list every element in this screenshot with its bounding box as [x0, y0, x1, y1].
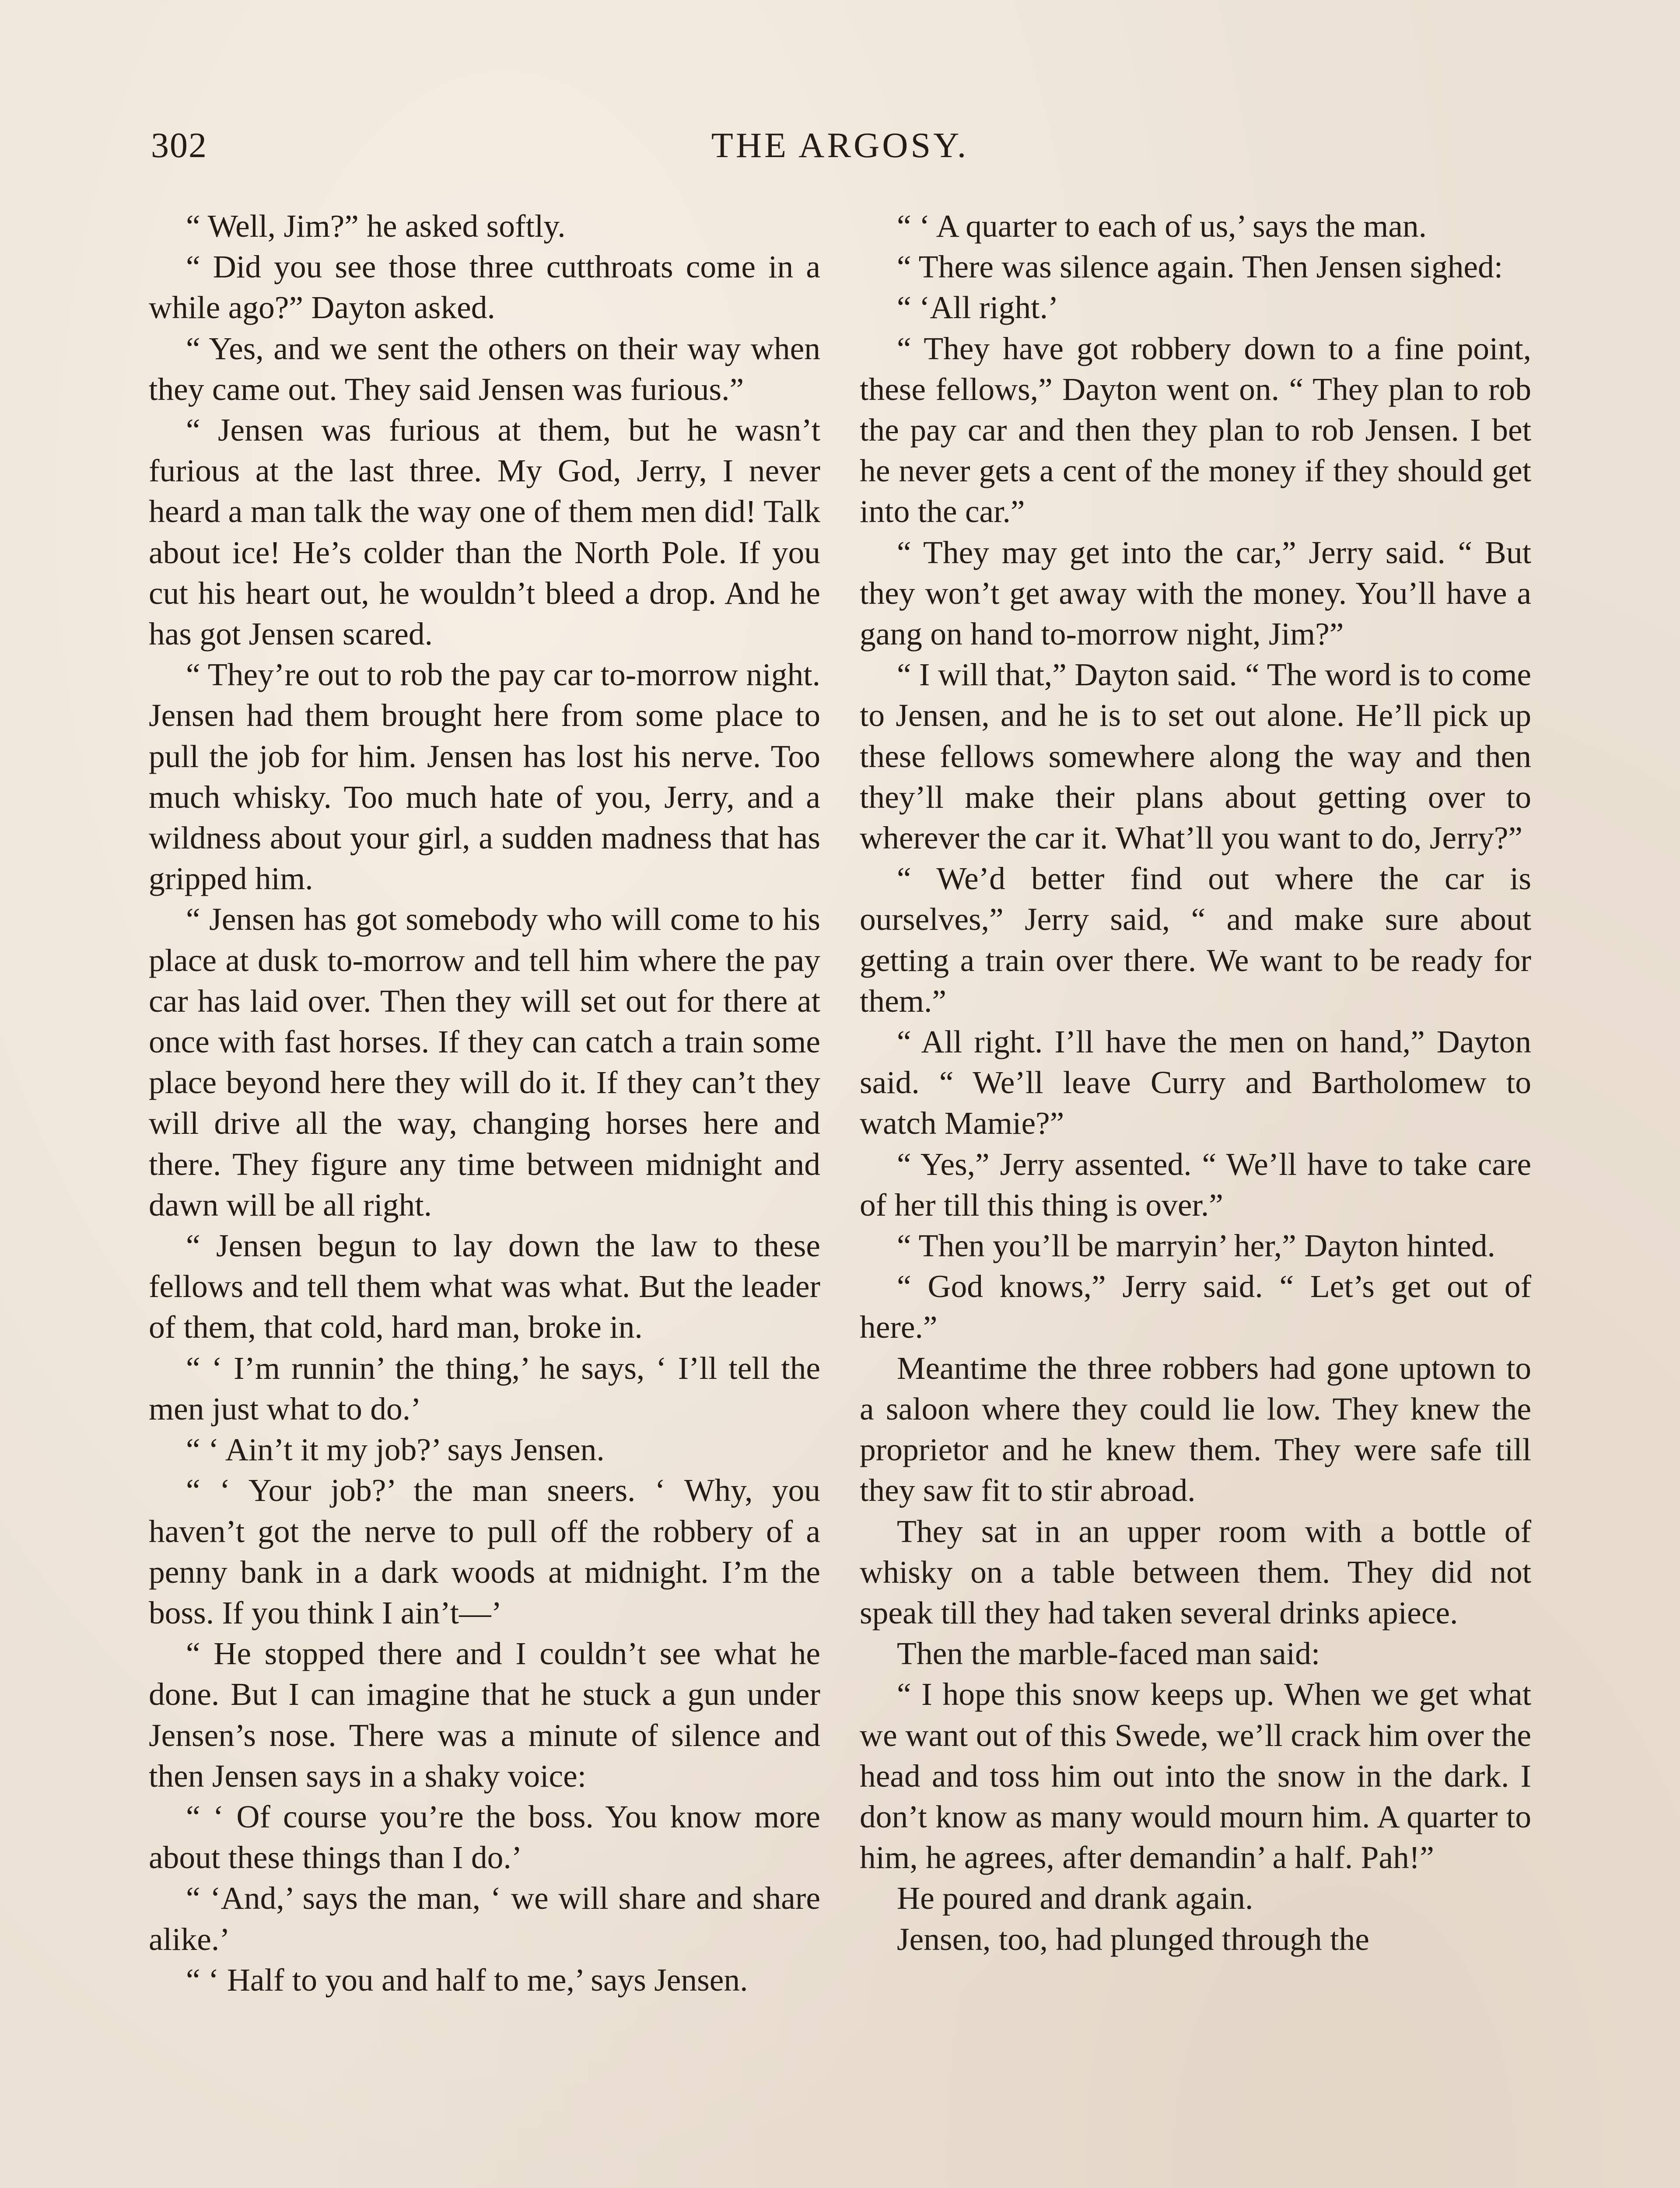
paragraph: “ All right. I’ll have the men on hand,” Dayton said. “ We’ll leave Curry and Bartholomew to watch Mamie?”	[860, 1024, 1531, 1141]
paragraph: “ ‘All right.’	[897, 290, 1059, 326]
paragraph: “ Did you see those three cutthroats come in a while ago?” Dayton asked.	[149, 249, 820, 326]
paragraph: Jensen, too, had plunged through the	[897, 1921, 1369, 1957]
paragraph: “ Yes,” Jerry assented. “ We’ll have to take care of her till this thing is over.”	[860, 1146, 1531, 1223]
paragraph: “ ‘ Half to you and half to me,’ says Jensen.	[186, 1962, 748, 1998]
page-header	[151, 125, 1529, 177]
paragraph: “ Jensen has got somebody who will come to his place at dusk to-morrow and tell him where the pay car has laid over. Then they will set out for there at once with fast horses. If they can catch a train some place beyond here they will do it. If they can’t they will drive all the way, changing horses here and there. They figure any time between midnight and dawn will be all right.	[149, 901, 820, 1223]
paragraph: “ There was silence again. Then Jensen sighed:	[897, 249, 1503, 285]
running-title: THE ARGOSY.	[711, 125, 969, 165]
paragraph: “ He stopped there and I couldn’t see what he done. But I can imagine that he stuck a gun under Jensen’s nose. There was a minute of silence and then Jensen says in a shaky voice:	[149, 1636, 820, 1794]
paragraph: Meantime the three robbers had gone uptown to a saloon where they could lie low. They knew the proprietor and he knew them. They were safe till they saw fit to stir abroad.	[860, 1350, 1531, 1508]
paragraph: “ ‘ Your job?’ the man sneers. ‘ Why, you haven’t got the nerve to pull off the robbery of a penny bank in a dark woods at midnight. I’m the boss. If you think I ain’t—’	[149, 1473, 820, 1630]
paragraph: “ ‘ Ain’t it my job?’ says Jensen.	[186, 1432, 605, 1468]
paragraph: “ They’re out to rob the pay car to-morrow night. Jensen had them brought here from some place to pull the job for him. Jensen has lost his nerve. Too much whisky. Too much hate of you, Jerry, and a wildness about your girl, a sudden madness that has gripped him.	[149, 657, 820, 897]
paragraph: “ I will that,” Dayton said. “ The word is to come to Jensen, and he is to set out alone. He’ll pick up these fellows somewhere along the way and then they’ll make their plans about getting over to wherever the car it. What’ll you want to do, Jerry?”	[860, 657, 1531, 856]
paragraph: They sat in an upper room with a bottle of whisky on a table between them. They did not speak till they had taken several drinks apiece.	[860, 1513, 1531, 1630]
paragraph: “ Jensen begun to lay down the law to these fellows and tell them what was what. But the leader of them, that cold, hard man, broke in.	[149, 1228, 820, 1345]
page-number: 302	[151, 125, 207, 165]
paragraph: “ Yes, and we sent the others on their way when they came out. They said Jensen was furious.”	[149, 330, 820, 407]
paragraph: “ They have got robbery down to a fine point, these fellows,” Dayton went on. “ They plan to rob the pay car and then they plan to rob Jensen. I bet he never gets a cent of the money if they should get into the car.”	[860, 330, 1531, 529]
paragraph: “ ‘ Of course you’re the boss. You know more about these things than I do.’	[149, 1799, 820, 1876]
paragraph: “ We’d better find out where the car is ourselves,” Jerry said, “ and make sure about getting a train over there. We want to be ready for them.”	[860, 861, 1531, 1019]
paragraph: “ ‘ A quarter to each of us,’ says the man.	[897, 208, 1427, 244]
paragraph: “ God knows,” Jerry said. “ Let’s get out of here.”	[860, 1269, 1531, 1345]
left-column	[149, 206, 820, 2000]
paragraph: “ Jensen was furious at them, but he wasn’t furious at the last three. My God, Jerry, I never heard a man talk the way one of them men did! Talk about ice! He’s colder than the North Pole. If you cut his heart out, he wouldn’t bleed a drop. And he has got Jensen scared.	[149, 412, 820, 652]
right-column	[860, 206, 1531, 1960]
paragraph: Then the marble-faced man said:	[897, 1636, 1320, 1672]
paragraph: “ Well, Jim?” he asked softly.	[186, 208, 566, 244]
paragraph: “ Then you’ll be marryin’ her,” Dayton hinted.	[897, 1228, 1495, 1264]
paragraph: “ They may get into the car,” Jerry said. “ But they won’t get away with the money. You’ll have a gang on hand to-morrow night, Jim?”	[860, 534, 1531, 652]
paragraph: “ ‘ I’m runnin’ the thing,’ he says, ‘ I’ll tell the men just what to do.’	[149, 1350, 820, 1427]
paragraph: “ ‘And,’ says the man, ‘ we will share and share alike.’	[149, 1880, 820, 1957]
paragraph: “ I hope this snow keeps up. When we get what we want out of this Swede, we’ll crack him over the head and toss him out into the snow in the dark. I don’t know as many would mourn him. A quarter to him, he agrees, after demandin’ a half. Pah!”	[860, 1676, 1531, 1876]
paragraph: He poured and drank again.	[897, 1880, 1253, 1916]
